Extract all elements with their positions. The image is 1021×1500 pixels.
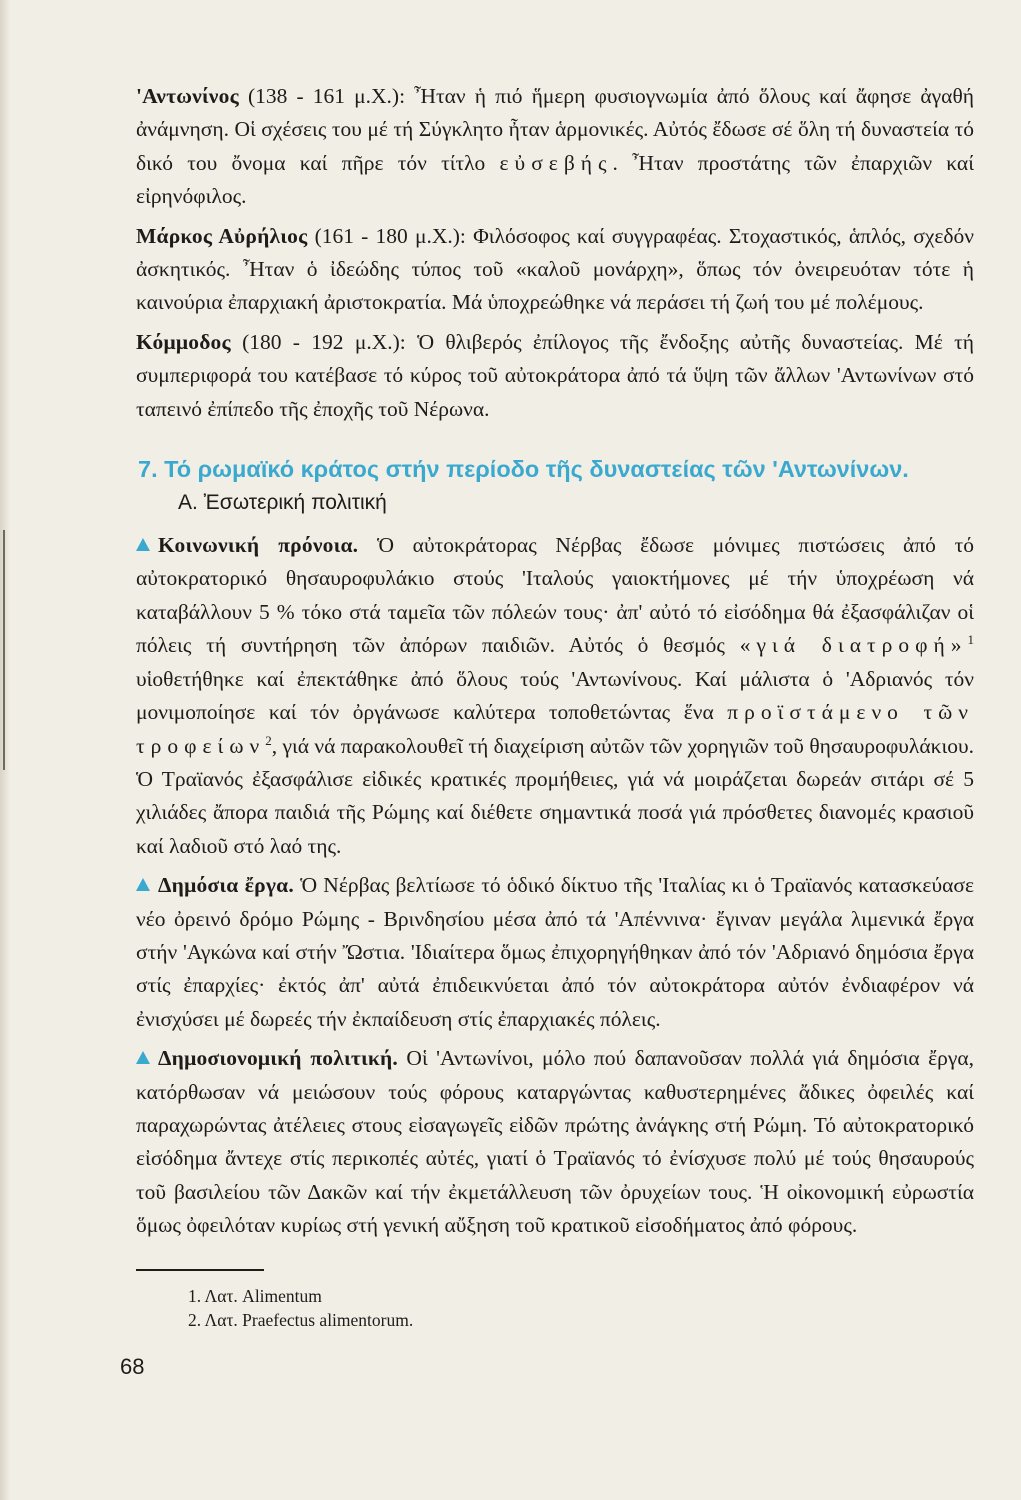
paragraph-text: υἱοθετήθηκε καί ἐπεκτάθηκε ἀπό ὅλους τούς 'Αντωνίνους. Καί μάλιστα ὁ 'Αδριανός τόν μονιμοποίησε καί τόν ὀργάνωσε καλύτερα τοποθετώντας ἕνα bbox=[136, 666, 974, 725]
margin-bar bbox=[3, 530, 5, 770]
paragraph-text: Ὁ Νέρβας βελτίωσε τό ὁδικό δίκτυο τῆς 'Ιταλίας κι ὁ Τραϊανός κατασκεύασε νέο ὀρεινό δρόμο Ρώμης - Βρινδησίου μέσα ἀπό τά 'Απέννινα· ἔγιναν μεγάλα λιμενικά ἔργα στήν 'Αγκώνα καί στήν Ὤστια. 'Ιδιαίτερα ὅμως ἐπιχορηγήθηκαν ἀπό τόν 'Αδριανό δημόσια ἔργα στίς ἐπαρχίες· ἐκτός ἀπ' αὐτά ἐπιδεικνύεται ἀπό τόν αὐτοκράτορα αὐτόν ἐνδιαφέρον νά ἐνισχύσει μέ δωρεές τήν ἐκπαίδευση στίς ἐπαρχιακές πόλεις. bbox=[136, 873, 974, 1031]
ruler-name-marcus-aurelius: Μάρκος Αὐρήλιος bbox=[136, 223, 308, 248]
paragraph-fiscal-policy bbox=[136, 1042, 974, 1242]
footnote-ref-2: 2 bbox=[265, 732, 272, 748]
footnote-divider bbox=[136, 1269, 264, 1271]
topic-heading-fiscal: Δημοσιονομική πολιτική. bbox=[158, 1046, 398, 1071]
page-body bbox=[136, 80, 974, 1333]
ruler-name-commodus: Κόμμοδος bbox=[136, 329, 231, 354]
page-number: 68 bbox=[120, 1354, 145, 1379]
footnote-1: 1. Λατ. Alimentum bbox=[188, 1285, 322, 1306]
paragraph-text: Ὁ αὐτοκράτορας Νέρβας ἔδωσε μόνιμες πιστώσεις ἀπό τό αὐτοκρατορικό θησαυροφυλάκιο στούς 'Ιταλούς γαιοκτήμονες μέ τήν ὑποχρέωση νά καταβάλλουν 5 % τόκο στά ταμεῖα τῶν πόλεών τους· ἀπ' αὐτό τό εἰσόδημα θά ἐξασφάλιζαν οἱ πόλεις τή συντήρηση τῶν ἀπόρων παιδιῶν. Αὐτός ὁ θεσμός bbox=[136, 533, 975, 658]
paragraph-text: , γιά νά παρακολουθεῖ τή διαχείριση αὐτῶν τῶν χορηγιῶν τοῦ θησαυροφυλάκιου. Ὁ Τραϊανός ἐξασφάλισε εἰδικές κρατικές προμήθειες, γιά νά μοιράζεται δωρεάν σιτάρι σέ 5 χιλιάδες ἄπορα παιδιά τῆς Ρώμης καί διέθετε σημαντικά ποσά γιά πρόσθετες διανομές κρασιοῦ καί λαδιοῦ στό λαό της. bbox=[136, 733, 974, 858]
paragraph-antoninus bbox=[136, 80, 974, 214]
triangle-bullet-icon bbox=[136, 1051, 150, 1064]
page-edge-shadow bbox=[0, 0, 10, 1500]
paragraph-text: Οἱ 'Αντωνίνοι, μόλο πού δαπανοῦσαν πολλά γιά δημόσια ἔργα, κατόρθωσαν νά μειώσουν τούς φόρους καταργώντας καθυστερημένες ἄδικες ὀφειλές καί παραχωρώντας ἀτέλειες στους εἰσαγωγεῖς εἰδῶν πρώτης ἀνάγκης στή Ρώμη. Τό αὐτοκρατορικό εἰσόδημα ἄντεχε στίς περικοπές αὐτές, γιατί ὁ Τραϊανός τό ἐνίσχυσε πολύ μέ τούς θησαυρούς τοῦ βασιλείου τῶν Δακῶν καί τήν ἐκμετάλλευση τῶν ὀρυχείων τους. Ἡ οἰκονομική εὐρωστία ὅμως ὀφειλόταν κυρίως στή γενική αὔξηση τοῦ κρατικοῦ εἰσοδήματος ἀπό φόρους. bbox=[136, 1046, 974, 1238]
ruler-name-antoninus: 'Αντωνίνος bbox=[136, 84, 239, 108]
topic-heading-social: Κοινωνική πρόνοια. bbox=[158, 533, 359, 558]
triangle-bullet-icon bbox=[136, 878, 150, 891]
footnote-ref-1: 1 bbox=[967, 632, 975, 648]
paragraph-public-works bbox=[136, 869, 974, 1036]
paragraph-text: (138 - 161 μ.Χ.): Ἦταν ἡ πιό ἥμερη φυσιογνωμία ἀπό ὅλους καί ἄφησε ἀγαθή ἀνάμνηση. Οἱ σχέσεις του μέ τή Σύγκλητο ἦταν ἁρμονικές. Αὐτός ἔδωσε σέ ὅλη τή δυναστεία τό δικό του ὄνομα καί πῆρε τόν τίτλο bbox=[136, 84, 974, 175]
topic-heading-public-works: Δημόσια ἔργα. bbox=[158, 873, 294, 898]
footnote-2: 2. Λατ. Praefectus alimentorum. bbox=[188, 1309, 414, 1330]
subsection-title: Α. Ἐσωτερική πολιτική bbox=[178, 491, 387, 515]
spaced-term-praefectus: προϊστάμενο τῶν τροφείων bbox=[136, 700, 974, 758]
paragraph-marcus-aurelius bbox=[136, 220, 974, 320]
paragraph-social-welfare bbox=[136, 529, 974, 863]
triangle-bullet-icon bbox=[136, 538, 150, 551]
spaced-term-alimenta: «γιά διατροφή» bbox=[739, 633, 968, 658]
paragraph-commodus bbox=[136, 326, 974, 426]
paragraph-text: (180 - 192 μ.Χ.): Ὁ θλιβερός ἐπίλογος τῆς ἔνδοξης αὐτῆς δυναστείας. Μέ τή συμπεριφορά του κατέβασε τό κύρος τοῦ αὐτοκράτορα ἀπό τά ὕψη τῶν ἄλλων 'Αντωνίνων στό ταπεινό ἐπίπεδο τῆς ἐποχῆς τοῦ Νέρωνα. bbox=[136, 329, 974, 421]
section-title: 7. Τό ρωμαϊκό κράτος στήν περίοδο τῆς δυναστείας τῶν 'Αντωνίνων. bbox=[138, 456, 909, 483]
paragraph-text-tail: . Ἦταν προστάτης τῶν ἐπαρχιῶν καί εἰρηνόφιλος. bbox=[136, 150, 974, 209]
paragraph-text: (161 - 180 μ.Χ.): Φιλόσοφος καί συγγραφέας. Στοχαστικός, ἁπλός, σχεδόν ἀσκητικός. Ἦταν ὁ ἰδεώδης τύπος τοῦ «καλοῦ μονάρχη», ὅπως τόν ὀνειρευόταν τότε ἡ καινούρια ἐπαρχιακή ἀριστοκρατία. Μά ὑποχρεώθηκε νά περάσει τή ζωή του μέ πολέμους. bbox=[136, 223, 974, 315]
spaced-term-eusebes: εὐσεβής bbox=[499, 150, 613, 175]
